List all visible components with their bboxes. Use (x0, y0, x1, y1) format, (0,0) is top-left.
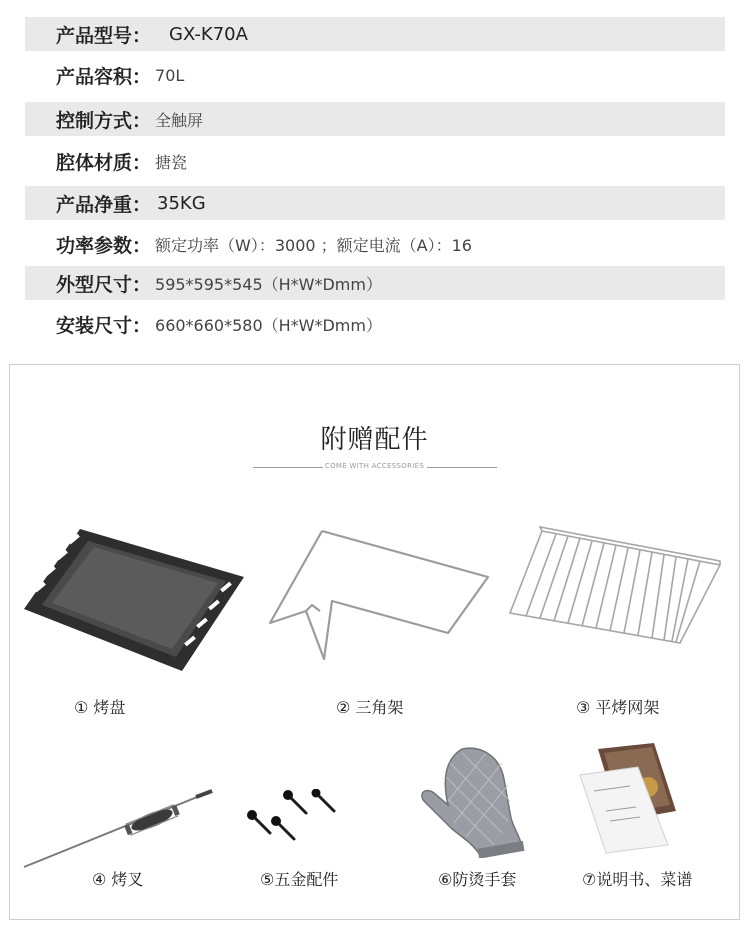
accessory-screws (242, 789, 342, 849)
spec-label: 产品容积： (56, 65, 152, 88)
accessories-title: 附赠配件 (320, 425, 429, 455)
accessory-label: ② 三角架 (336, 698, 404, 717)
triangle-rack-icon (262, 525, 492, 660)
spec-row-material (25, 144, 725, 178)
accessory-label: ① 烤盘 (74, 698, 126, 717)
accessory-label: ③ 平烤网架 (576, 698, 660, 717)
spec-value: 额定功率（W）：3000 ；额定电流（A）：16 (155, 235, 472, 255)
accessory-label: ⑥防烫手套 (438, 870, 517, 889)
spec-label: 功率参数： (56, 234, 152, 257)
rotisserie-fork-icon (20, 783, 215, 873)
spec-value: 70L (155, 65, 185, 85)
oven-mitt-icon (412, 743, 532, 858)
screws-icon (242, 789, 342, 849)
spec-value: 搪瓷 (155, 152, 188, 172)
accessory-rotisserie-fork (20, 783, 215, 873)
accessory-triangle-rack (262, 525, 492, 660)
spec-label: 腔体材质： (56, 151, 152, 174)
accessory-manual (576, 741, 686, 856)
accessories-panel (9, 364, 740, 920)
spec-row-outer-size (25, 266, 725, 300)
accessory-label: ⑤五金配件 (260, 870, 339, 889)
spec-value: GX-K70A (169, 23, 248, 45)
wire-rack-icon (506, 525, 731, 650)
spec-value: 660*660*580（H*W*Dmm） (155, 315, 382, 335)
spec-label: 控制方式： (56, 109, 152, 132)
spec-label: 外型尺寸： (56, 273, 152, 296)
spec-row-model (25, 17, 725, 51)
accessory-label: ⑦说明书、菜谱 (582, 870, 693, 889)
spec-row-control (25, 102, 725, 136)
accessory-oven-mitt (412, 743, 532, 858)
spec-label: 产品型号： (56, 24, 152, 47)
spec-row-install-size (25, 307, 725, 341)
accessory-label: ④ 烤叉 (92, 870, 144, 889)
spec-row-capacity (25, 58, 725, 92)
accessory-baking-tray (20, 525, 245, 675)
spec-value: 595*595*545（H*W*Dmm） (155, 274, 382, 294)
spec-value: 35KG (157, 192, 206, 214)
spec-value: 全触屏 (155, 110, 204, 130)
spec-label: 安装尺寸： (56, 314, 152, 337)
manual-icon (576, 741, 686, 856)
accessories-subtitle: COME WITH ACCESSORIES (324, 462, 425, 470)
spec-row-weight (25, 186, 725, 220)
spec-label: 产品净重： (56, 193, 152, 216)
accessory-wire-rack (506, 525, 731, 650)
baking-tray-icon (20, 525, 245, 675)
spec-row-power (25, 227, 725, 261)
